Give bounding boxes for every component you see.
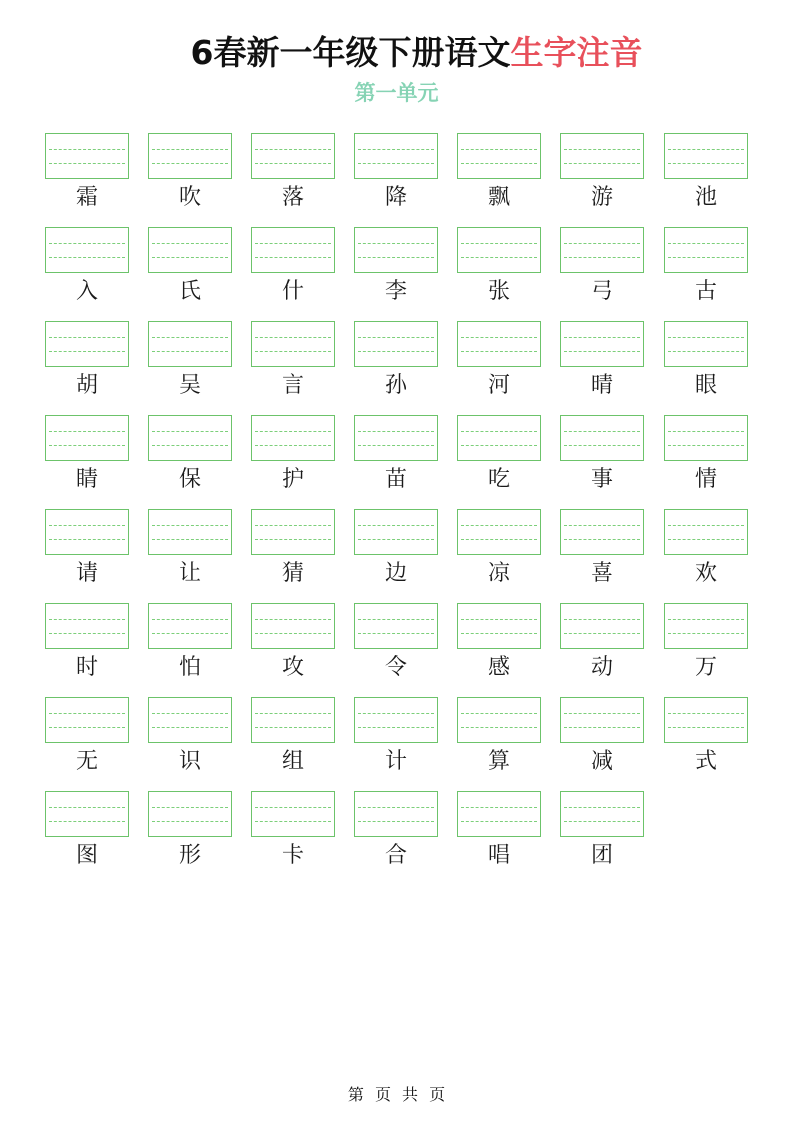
chinese-character: 池 bbox=[694, 185, 717, 210]
pinyin-writing-box[interactable] bbox=[148, 321, 232, 367]
chinese-character: 攻 bbox=[281, 655, 304, 680]
guide-line bbox=[358, 351, 434, 352]
guide-line bbox=[668, 713, 744, 714]
chinese-character: 算 bbox=[487, 749, 510, 774]
character-cell bbox=[457, 697, 541, 785]
character-cell bbox=[148, 415, 232, 503]
pinyin-writing-box[interactable] bbox=[664, 509, 748, 555]
guide-line bbox=[152, 525, 228, 526]
guide-line bbox=[668, 257, 744, 258]
chinese-character: 怕 bbox=[178, 655, 201, 680]
character-cell bbox=[664, 415, 748, 503]
guide-line bbox=[668, 337, 744, 338]
guide-line bbox=[152, 257, 228, 258]
guide-line bbox=[668, 539, 744, 540]
pinyin-writing-box[interactable] bbox=[148, 509, 232, 555]
character-cell bbox=[457, 321, 541, 409]
pinyin-writing-box[interactable] bbox=[457, 697, 541, 743]
guide-line bbox=[668, 727, 744, 728]
chinese-character: 无 bbox=[75, 749, 98, 774]
character-cell bbox=[148, 133, 232, 221]
chinese-character: 护 bbox=[281, 467, 304, 492]
guide-line bbox=[564, 807, 640, 808]
pinyin-writing-box[interactable] bbox=[354, 509, 438, 555]
guide-line bbox=[255, 337, 331, 338]
pinyin-writing-box[interactable] bbox=[148, 603, 232, 649]
chinese-character: 降 bbox=[384, 185, 407, 210]
character-cell bbox=[45, 791, 129, 879]
guide-line bbox=[358, 445, 434, 446]
chinese-character: 入 bbox=[75, 279, 98, 304]
pinyin-writing-box[interactable] bbox=[664, 227, 748, 273]
chinese-character: 河 bbox=[487, 373, 510, 398]
character-cell bbox=[148, 791, 232, 879]
guide-line bbox=[255, 807, 331, 808]
character-cell bbox=[664, 227, 748, 315]
pinyin-writing-box[interactable] bbox=[664, 133, 748, 179]
character-cell bbox=[664, 321, 748, 409]
guide-line bbox=[461, 807, 537, 808]
character-cell bbox=[457, 227, 541, 315]
pinyin-writing-box[interactable] bbox=[45, 133, 129, 179]
pinyin-writing-box[interactable] bbox=[664, 603, 748, 649]
guide-line bbox=[255, 431, 331, 432]
guide-line bbox=[461, 163, 537, 164]
guide-line bbox=[152, 163, 228, 164]
character-cell bbox=[457, 791, 541, 879]
pinyin-writing-box[interactable] bbox=[45, 321, 129, 367]
guide-line bbox=[152, 337, 228, 338]
guide-line bbox=[255, 149, 331, 150]
pinyin-writing-box[interactable] bbox=[354, 321, 438, 367]
guide-line bbox=[358, 257, 434, 258]
pinyin-writing-box[interactable] bbox=[354, 227, 438, 273]
guide-line bbox=[564, 525, 640, 526]
pinyin-writing-box[interactable] bbox=[560, 791, 644, 837]
character-cell bbox=[560, 133, 644, 221]
guide-line bbox=[255, 525, 331, 526]
guide-line bbox=[255, 619, 331, 620]
chinese-character: 古 bbox=[694, 279, 717, 304]
guide-line bbox=[358, 337, 434, 338]
guide-line bbox=[358, 821, 434, 822]
pinyin-writing-box[interactable] bbox=[251, 697, 335, 743]
guide-line bbox=[668, 619, 744, 620]
guide-line bbox=[152, 633, 228, 634]
guide-line bbox=[49, 337, 125, 338]
character-cell bbox=[45, 133, 129, 221]
guide-line bbox=[49, 257, 125, 258]
chinese-character: 苗 bbox=[384, 467, 407, 492]
pinyin-writing-box[interactable] bbox=[251, 227, 335, 273]
chinese-character: 万 bbox=[694, 655, 717, 680]
guide-line bbox=[564, 337, 640, 338]
title-main: 6春新一年级下册语文 bbox=[190, 33, 511, 72]
character-cell bbox=[251, 509, 335, 597]
chinese-character: 李 bbox=[384, 279, 407, 304]
chinese-character: 边 bbox=[384, 561, 407, 586]
pinyin-writing-box[interactable] bbox=[45, 415, 129, 461]
pinyin-writing-box[interactable] bbox=[457, 415, 541, 461]
chinese-character: 睛 bbox=[75, 467, 98, 492]
chinese-character: 事 bbox=[590, 467, 613, 492]
guide-line bbox=[255, 713, 331, 714]
character-cell bbox=[457, 509, 541, 597]
pinyin-writing-box[interactable] bbox=[45, 227, 129, 273]
guide-line bbox=[564, 163, 640, 164]
guide-line bbox=[49, 431, 125, 432]
character-cell bbox=[148, 321, 232, 409]
guide-line bbox=[564, 351, 640, 352]
guide-line bbox=[461, 257, 537, 258]
guide-line bbox=[255, 257, 331, 258]
guide-line bbox=[152, 539, 228, 540]
guide-line bbox=[49, 149, 125, 150]
chinese-character: 形 bbox=[178, 843, 201, 868]
guide-line bbox=[255, 163, 331, 164]
guide-line bbox=[564, 727, 640, 728]
character-cell bbox=[251, 791, 335, 879]
pinyin-writing-box[interactable] bbox=[457, 227, 541, 273]
guide-line bbox=[461, 525, 537, 526]
guide-line bbox=[668, 633, 744, 634]
guide-line bbox=[564, 713, 640, 714]
chinese-character: 让 bbox=[178, 561, 201, 586]
pinyin-writing-box[interactable] bbox=[148, 697, 232, 743]
pinyin-writing-box[interactable] bbox=[457, 509, 541, 555]
chinese-character: 图 bbox=[75, 843, 98, 868]
pinyin-writing-box[interactable] bbox=[560, 321, 644, 367]
character-cell bbox=[45, 321, 129, 409]
chinese-character: 胡 bbox=[75, 373, 98, 398]
character-cell bbox=[664, 603, 748, 691]
guide-line bbox=[564, 149, 640, 150]
character-cell bbox=[664, 133, 748, 221]
guide-line bbox=[668, 431, 744, 432]
character-cell bbox=[664, 697, 748, 785]
pinyin-writing-box[interactable] bbox=[664, 697, 748, 743]
character-cell bbox=[45, 415, 129, 503]
pinyin-writing-box[interactable] bbox=[560, 133, 644, 179]
guide-line bbox=[461, 149, 537, 150]
guide-line bbox=[461, 619, 537, 620]
guide-line bbox=[255, 821, 331, 822]
character-cell bbox=[457, 415, 541, 503]
guide-line bbox=[152, 431, 228, 432]
pinyin-writing-box[interactable] bbox=[354, 415, 438, 461]
character-cell bbox=[354, 227, 438, 315]
chinese-character: 计 bbox=[384, 749, 407, 774]
guide-line bbox=[461, 337, 537, 338]
guide-line bbox=[668, 149, 744, 150]
character-cell bbox=[457, 603, 541, 691]
chinese-character: 游 bbox=[590, 185, 613, 210]
guide-line bbox=[358, 243, 434, 244]
guide-line bbox=[461, 539, 537, 540]
guide-line bbox=[564, 431, 640, 432]
chinese-character: 孙 bbox=[384, 373, 407, 398]
guide-line bbox=[461, 243, 537, 244]
guide-line bbox=[49, 243, 125, 244]
pinyin-writing-box[interactable] bbox=[354, 697, 438, 743]
guide-line bbox=[461, 713, 537, 714]
guide-line bbox=[564, 633, 640, 634]
pinyin-writing-box[interactable] bbox=[148, 133, 232, 179]
character-cell bbox=[148, 509, 232, 597]
character-cell bbox=[354, 603, 438, 691]
guide-line bbox=[668, 445, 744, 446]
pinyin-writing-box[interactable] bbox=[251, 133, 335, 179]
guide-line bbox=[152, 243, 228, 244]
character-cell bbox=[560, 509, 644, 597]
guide-line bbox=[358, 633, 434, 634]
pinyin-writing-box[interactable] bbox=[148, 415, 232, 461]
guide-line bbox=[49, 619, 125, 620]
chinese-character: 情 bbox=[694, 467, 717, 492]
character-cell bbox=[354, 697, 438, 785]
guide-line bbox=[255, 633, 331, 634]
character-cell bbox=[45, 227, 129, 315]
guide-line bbox=[668, 163, 744, 164]
guide-line bbox=[255, 539, 331, 540]
title-accent: 生字注音 bbox=[510, 33, 643, 72]
chinese-character: 言 bbox=[281, 373, 304, 398]
guide-line bbox=[255, 727, 331, 728]
character-cell bbox=[251, 227, 335, 315]
chinese-character: 飘 bbox=[487, 185, 510, 210]
chinese-character: 感 bbox=[487, 655, 510, 680]
guide-line bbox=[49, 525, 125, 526]
chinese-character: 令 bbox=[384, 655, 407, 680]
guide-line bbox=[668, 351, 744, 352]
character-cell bbox=[560, 227, 644, 315]
pinyin-writing-box[interactable] bbox=[457, 321, 541, 367]
guide-line bbox=[152, 149, 228, 150]
guide-line bbox=[49, 713, 125, 714]
pinyin-writing-box[interactable] bbox=[45, 603, 129, 649]
guide-line bbox=[564, 821, 640, 822]
guide-line bbox=[461, 351, 537, 352]
chinese-character: 组 bbox=[281, 749, 304, 774]
chinese-character: 张 bbox=[487, 279, 510, 304]
guide-line bbox=[358, 539, 434, 540]
pinyin-writing-box[interactable] bbox=[560, 509, 644, 555]
chinese-character: 晴 bbox=[590, 373, 613, 398]
character-cell bbox=[148, 603, 232, 691]
chinese-character: 吹 bbox=[178, 185, 201, 210]
guide-line bbox=[49, 351, 125, 352]
guide-line bbox=[255, 243, 331, 244]
pinyin-writing-box[interactable] bbox=[251, 791, 335, 837]
guide-line bbox=[358, 727, 434, 728]
pinyin-writing-box[interactable] bbox=[45, 791, 129, 837]
chinese-character: 落 bbox=[281, 185, 304, 210]
character-cell bbox=[45, 697, 129, 785]
chinese-character: 卡 bbox=[281, 843, 304, 868]
chinese-character: 保 bbox=[178, 467, 201, 492]
guide-line bbox=[152, 445, 228, 446]
character-cell bbox=[251, 603, 335, 691]
chinese-character: 请 bbox=[75, 561, 98, 586]
pinyin-writing-box[interactable] bbox=[354, 603, 438, 649]
pinyin-writing-box[interactable] bbox=[251, 321, 335, 367]
guide-line bbox=[461, 821, 537, 822]
chinese-character: 式 bbox=[694, 749, 717, 774]
guide-line bbox=[564, 445, 640, 446]
guide-line bbox=[461, 633, 537, 634]
guide-line bbox=[358, 525, 434, 526]
character-cell bbox=[664, 509, 748, 597]
pinyin-writing-box[interactable] bbox=[251, 603, 335, 649]
guide-line bbox=[564, 257, 640, 258]
guide-line bbox=[668, 525, 744, 526]
character-cell bbox=[560, 415, 644, 503]
guide-line bbox=[49, 445, 125, 446]
character-cell bbox=[560, 321, 644, 409]
guide-line bbox=[358, 431, 434, 432]
character-cell bbox=[354, 509, 438, 597]
guide-line bbox=[49, 821, 125, 822]
guide-line bbox=[358, 149, 434, 150]
pinyin-writing-box[interactable] bbox=[457, 791, 541, 837]
character-cell bbox=[148, 697, 232, 785]
character-cell bbox=[354, 133, 438, 221]
guide-line bbox=[358, 807, 434, 808]
character-cell bbox=[560, 791, 644, 879]
guide-line bbox=[668, 243, 744, 244]
unit-subtitle: 第一单元 bbox=[354, 81, 439, 105]
pinyin-writing-box[interactable] bbox=[664, 415, 748, 461]
character-cell bbox=[45, 603, 129, 691]
pinyin-writing-box[interactable] bbox=[457, 603, 541, 649]
guide-line bbox=[358, 163, 434, 164]
pinyin-writing-box[interactable] bbox=[354, 133, 438, 179]
character-cell bbox=[354, 415, 438, 503]
chinese-character: 吴 bbox=[178, 373, 201, 398]
chinese-character: 唱 bbox=[487, 843, 510, 868]
character-cell bbox=[45, 509, 129, 597]
character-cell bbox=[560, 603, 644, 691]
chinese-character: 团 bbox=[590, 843, 613, 868]
pinyin-writing-box[interactable] bbox=[664, 321, 748, 367]
character-cell bbox=[251, 697, 335, 785]
pinyin-writing-box[interactable] bbox=[560, 227, 644, 273]
pinyin-writing-box[interactable] bbox=[148, 227, 232, 273]
guide-line bbox=[461, 431, 537, 432]
guide-line bbox=[358, 713, 434, 714]
chinese-character: 眼 bbox=[694, 373, 717, 398]
page-footer: 第 页 共 页 bbox=[347, 1085, 446, 1104]
guide-line bbox=[564, 619, 640, 620]
chinese-character: 减 bbox=[590, 749, 613, 774]
chinese-character: 吃 bbox=[487, 467, 510, 492]
pinyin-writing-box[interactable] bbox=[560, 697, 644, 743]
guide-line bbox=[358, 619, 434, 620]
guide-line bbox=[152, 821, 228, 822]
chinese-character: 合 bbox=[384, 843, 407, 868]
character-cell bbox=[457, 133, 541, 221]
guide-line bbox=[49, 633, 125, 634]
chinese-character: 猜 bbox=[281, 561, 304, 586]
pinyin-writing-box[interactable] bbox=[560, 603, 644, 649]
guide-line bbox=[49, 163, 125, 164]
pinyin-writing-box[interactable] bbox=[457, 133, 541, 179]
pinyin-writing-box[interactable] bbox=[560, 415, 644, 461]
pinyin-writing-box[interactable] bbox=[45, 697, 129, 743]
chinese-character: 动 bbox=[590, 655, 613, 680]
guide-line bbox=[152, 727, 228, 728]
pinyin-writing-box[interactable] bbox=[45, 509, 129, 555]
guide-line bbox=[49, 727, 125, 728]
chinese-character: 识 bbox=[178, 749, 201, 774]
character-cell bbox=[560, 697, 644, 785]
chinese-character: 凉 bbox=[487, 561, 510, 586]
guide-line bbox=[255, 351, 331, 352]
guide-line bbox=[152, 807, 228, 808]
guide-line bbox=[461, 727, 537, 728]
chinese-character: 氏 bbox=[178, 279, 201, 304]
guide-line bbox=[152, 713, 228, 714]
chinese-character: 喜 bbox=[590, 561, 613, 586]
pinyin-writing-box[interactable] bbox=[251, 415, 335, 461]
guide-line bbox=[564, 243, 640, 244]
pinyin-writing-box[interactable] bbox=[251, 509, 335, 555]
guide-line bbox=[564, 539, 640, 540]
character-cell bbox=[148, 227, 232, 315]
character-cell bbox=[354, 321, 438, 409]
chinese-character: 什 bbox=[281, 279, 304, 304]
guide-line bbox=[152, 351, 228, 352]
guide-line bbox=[152, 619, 228, 620]
character-cell bbox=[251, 415, 335, 503]
character-cell bbox=[251, 321, 335, 409]
character-cell bbox=[251, 133, 335, 221]
guide-line bbox=[461, 445, 537, 446]
character-cell bbox=[354, 791, 438, 879]
pinyin-writing-box[interactable] bbox=[148, 791, 232, 837]
guide-line bbox=[49, 807, 125, 808]
chinese-character: 欢 bbox=[694, 561, 717, 586]
chinese-character: 霜 bbox=[75, 185, 98, 210]
chinese-character: 弓 bbox=[590, 279, 613, 304]
chinese-character: 时 bbox=[75, 655, 98, 680]
pinyin-writing-box[interactable] bbox=[354, 791, 438, 837]
guide-line bbox=[49, 539, 125, 540]
guide-line bbox=[255, 445, 331, 446]
